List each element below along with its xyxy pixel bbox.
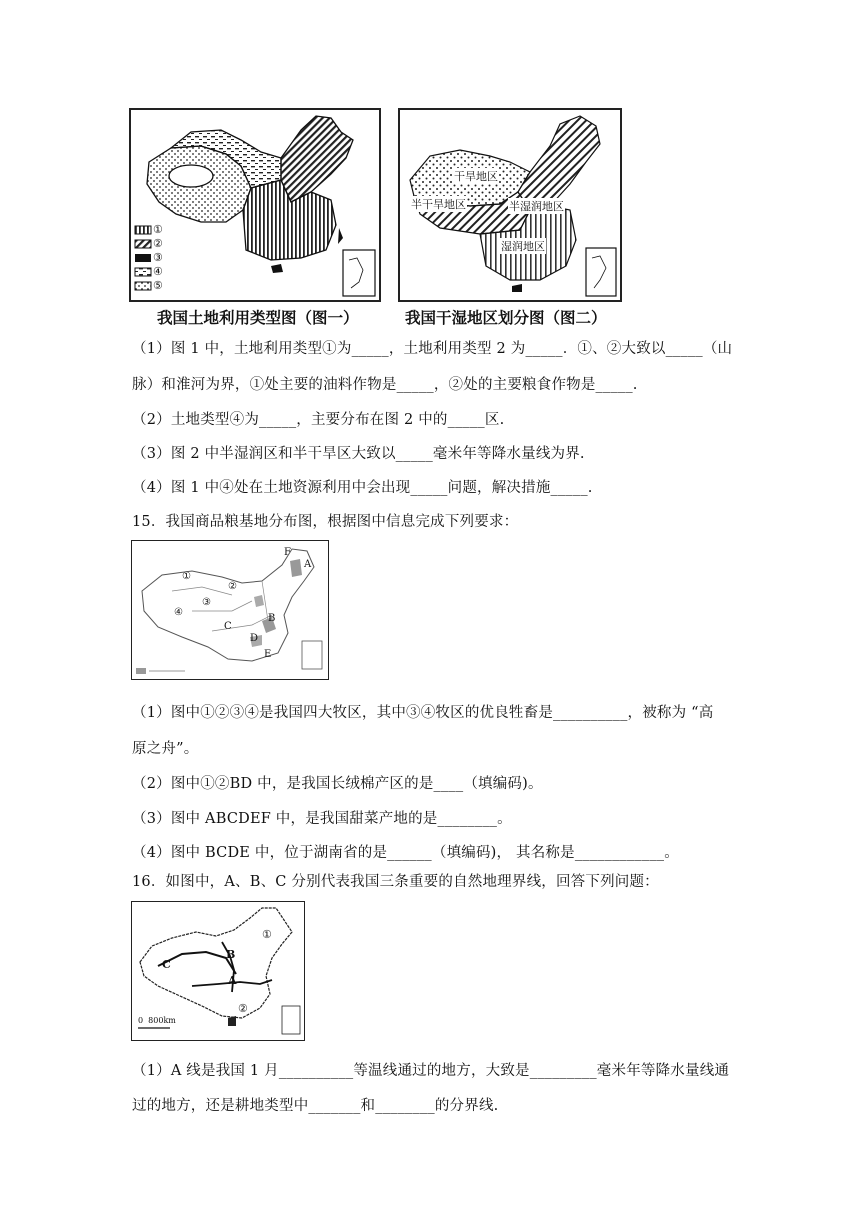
map-label-B: B (226, 948, 236, 961)
legend-item-4: ④ (153, 265, 163, 278)
label-arid: 干旱地区 (454, 170, 498, 183)
map-label-A: A (304, 559, 312, 570)
boundary-lines-map (131, 901, 305, 1041)
figure1-caption: 我国土地利用类型图（图一） (157, 308, 359, 327)
scale-label: 0 800km (138, 1016, 176, 1025)
q14-line-1: （1）图 1 中，土地利用类型①为_____，土地利用类型 2 为_____．①、②大致以_____（山 (132, 341, 733, 357)
q14-line-3: （2）土地类型④为_____，主要分布在图 2 中的_____区. (132, 412, 505, 428)
q15-line-4: （3）图中 ABCDEF 中，是我国甜菜产地的是________。 (132, 811, 512, 827)
dry-wet-map (398, 108, 622, 302)
map-label-B: B (268, 613, 276, 624)
grain-base-map (131, 540, 329, 680)
label-humid: 湿润地区 (501, 240, 545, 253)
q15-title: 15．我国商品粮基地分布图，根据图中信息完成下列要求： (132, 514, 519, 530)
map-label-2: ② (238, 1002, 248, 1015)
legend-item-3: ③ (153, 251, 163, 264)
map-label-3: ③ (202, 597, 211, 608)
figure2-caption: 我国干湿地区划分图（图二） (405, 308, 607, 327)
region-northeast (281, 116, 353, 202)
map-label-4: ④ (174, 607, 183, 618)
map-label-E: E (264, 649, 272, 660)
map-label-C: C (162, 958, 171, 971)
q16-line-1: （1）A 线是我国 1 月__________等温线通过的地方，大致是_________毫米年等降水量线通 (132, 1063, 730, 1079)
legend-item-5: ⑤ (153, 279, 163, 292)
label-semi-arid: 半干旱地区 (411, 198, 466, 211)
q15-line-2: 原之舟”。 (132, 741, 199, 757)
q15-line-5: （4）图中 BCDE 中，位于湖南省的是______（填编码)， 其名称是____________。 (132, 845, 679, 861)
map-label-C: C (224, 621, 232, 632)
map-label-1: ① (262, 928, 272, 941)
land-use-map (129, 108, 381, 302)
map-legend (135, 226, 151, 290)
label-semi-humid: 半湿润地区 (509, 200, 564, 213)
legend-item-2: ② (153, 237, 163, 250)
q14-line-5: （4）图 1 中④处在土地资源利用中会出现_____问题，解决措施_____. (132, 480, 593, 496)
q14-line-4: （3）图 2 中半湿润区和半干旱区大致以_____毫米年等降水量线为界. (132, 446, 585, 462)
map-label-D: D (250, 633, 259, 644)
map-label-F: F (284, 547, 291, 558)
map-label-2: ② (228, 581, 237, 592)
q15-line-3: （2）图中①②BD 中，是我国长绒棉产区的是____（填编码)。 (132, 776, 543, 792)
map-label-A: A (228, 974, 237, 987)
q15-line-1: （1）图中①②③④是我国四大牧区，其中③④牧区的优良牲畜是__________，被称为 “高 (132, 705, 714, 721)
map-label-1: ① (182, 571, 191, 582)
q14-line-2: 脉）和淮河为界，①处主要的油料作物是_____，②处的主要粮食作物是_____. (132, 377, 638, 393)
q16-line-2: 过的地方，还是耕地类型中_______和________的分界线. (132, 1098, 499, 1114)
legend-item-1: ① (153, 223, 163, 236)
q16-title: 16．如图中，A、B、C 分别代表我国三条重要的自然地理界线，回答下列问题： (132, 874, 659, 890)
